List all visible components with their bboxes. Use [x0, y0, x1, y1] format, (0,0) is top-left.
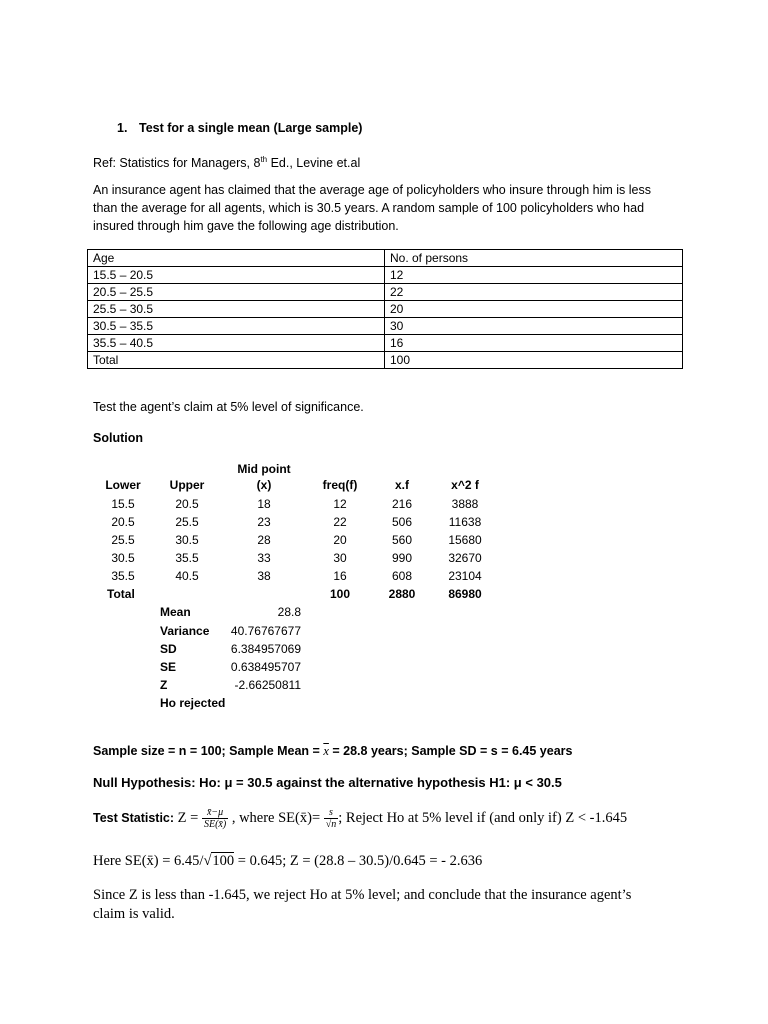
heading-number: 1. [117, 121, 128, 135]
heading-title: Test for a single mean (Large sample) [139, 121, 363, 135]
z-fraction-denominator: SE(x̄) [203, 819, 227, 831]
upper-cell: 30.5 [175, 533, 199, 547]
age-cell: 15.5 – 20.5 [88, 267, 385, 284]
table-row [88, 335, 683, 352]
header-freq: freq(f) [322, 478, 358, 492]
x2f-cell: 15680 [448, 533, 482, 547]
total-x2f: 86980 [448, 587, 482, 601]
se-fraction [324, 807, 339, 830]
total-value-cell: 100 [385, 352, 683, 369]
lower-cell: 20.5 [111, 515, 135, 529]
stat-label: Z [160, 678, 168, 692]
test-statistic-label: Test Statistic: [93, 811, 175, 825]
reference-line [93, 152, 360, 171]
sqrt-radicand: 100 [212, 853, 235, 869]
reference-rest: Ed., Levine et.al [267, 156, 361, 171]
total-freq: 100 [329, 587, 351, 601]
hypothesis-line: Null Hypothesis: Ho: μ = 30.5 against the alternative hypothesis H1: μ < 30.5 [93, 775, 562, 790]
question-text: Test the agent’s claim at 5% level of significance. [93, 400, 364, 414]
persons-cell: 16 [385, 335, 683, 352]
xf-cell: 216 [391, 497, 413, 511]
header-upper: Upper [169, 478, 205, 492]
conclusion-line-1: Since Z is less than -1.645, we reject Ho at 5% level; and conclude that the insurance agent’s [93, 887, 632, 903]
lower-cell: 35.5 [111, 569, 135, 583]
test-statistic-line [93, 804, 627, 832]
total-xf: 2880 [388, 587, 416, 601]
x2f-cell: 3888 [451, 497, 479, 511]
table-total-row [88, 352, 683, 369]
sample-text-a: Sample size = n = 100; Sample Mean = [93, 744, 324, 758]
total-label: Total [107, 587, 135, 601]
xf-cell: 506 [391, 515, 413, 529]
z-fraction-numerator: x̄−μ [202, 807, 228, 819]
stat-label: Mean [160, 605, 191, 619]
z-fraction [202, 807, 228, 830]
lower-cell: 15.5 [111, 497, 135, 511]
persons-cell: 22 [385, 284, 683, 301]
z-equals: Z = [174, 810, 202, 826]
here-line [93, 851, 482, 871]
reference-text: Ref: Statistics for Managers, 8 [93, 156, 261, 171]
rejection-rule-text: ; Reject Ho at 5% level if (and only if) Z < -1.645 [338, 810, 628, 826]
stat-label: SE [160, 660, 177, 674]
midpoint-cell: 28 [257, 533, 271, 547]
se-fraction-denominator: √n [325, 819, 337, 831]
header-x2f: x^2 f [451, 478, 479, 492]
solution-label: Solution [93, 431, 143, 445]
upper-cell: 35.5 [175, 551, 199, 565]
problem-line-1: An insurance agent has claimed that the average age of policyholders who insure through him is less [93, 183, 651, 197]
header-lower: Lower [105, 478, 141, 492]
here-text-a: Here SE(x̄) = 6.45/√ [93, 853, 212, 869]
header-mid-point: Mid point [237, 462, 291, 476]
table-row [88, 301, 683, 318]
sample-line [93, 743, 572, 759]
x2f-cell: 23104 [448, 569, 482, 583]
lower-cell: 30.5 [111, 551, 135, 565]
table-header-row [88, 250, 683, 267]
stat-label: Variance [160, 624, 210, 638]
age-cell: 25.5 – 30.5 [88, 301, 385, 318]
header-x: (x) [256, 478, 272, 492]
problem-line-3: insured through him gave the following age distribution. [93, 219, 399, 233]
x2f-cell: 11638 [448, 515, 482, 529]
freq-cell: 20 [333, 533, 347, 547]
table-row [88, 284, 683, 301]
xbar-symbol: $\overline{x}$ [323, 744, 329, 758]
xf-cell: 560 [391, 533, 413, 547]
persons-cell: 30 [385, 318, 683, 335]
conclusion-label: Ho rejected [160, 696, 226, 710]
header-xf: x.f [394, 478, 410, 492]
age-distribution-table [87, 249, 683, 369]
sample-text-b: = 28.8 years; Sample SD = s = 6.45 years [328, 744, 573, 758]
header-age: Age [88, 250, 385, 267]
midpoint-cell: 23 [257, 515, 271, 529]
header-persons: No. of persons [385, 250, 683, 267]
xf-cell: 608 [391, 569, 413, 583]
upper-cell: 40.5 [175, 569, 199, 583]
conclusion-line-2: claim is valid. [93, 906, 175, 922]
midpoint-cell: 38 [257, 569, 271, 583]
table-row [88, 318, 683, 335]
se-fraction-numerator: s [324, 807, 339, 819]
age-cell: 30.5 – 35.5 [88, 318, 385, 335]
upper-cell: 25.5 [175, 515, 199, 529]
stat-value: 28.8 [277, 605, 301, 619]
persons-cell: 20 [385, 301, 683, 318]
problem-line-2: than the average for all agents, which is 30.5 years. A random sample of 100 policyholders who had [93, 201, 645, 215]
stat-value: 6.384957069 [230, 642, 301, 656]
upper-cell: 20.5 [175, 497, 199, 511]
reference-sup: th [260, 155, 268, 164]
freq-cell: 12 [333, 497, 347, 511]
total-label-cell: Total [88, 352, 385, 369]
table-row [88, 267, 683, 284]
x2f-cell: 32670 [448, 551, 482, 565]
stat-label: SD [160, 642, 177, 656]
persons-cell: 12 [385, 267, 683, 284]
xf-cell: 990 [391, 551, 413, 565]
age-cell: 20.5 – 25.5 [88, 284, 385, 301]
freq-cell: 30 [333, 551, 347, 565]
here-text-b: = 0.645; Z = (28.8 – 30.5)/0.645 = - 2.636 [234, 853, 483, 869]
age-cell: 35.5 – 40.5 [88, 335, 385, 352]
stat-value: -2.66250811 [234, 678, 301, 692]
midpoint-cell: 18 [257, 497, 271, 511]
se-where-text: , where SE(x̄)= [228, 810, 324, 826]
lower-cell: 25.5 [111, 533, 135, 547]
freq-cell: 16 [333, 569, 347, 583]
midpoint-cell: 33 [257, 551, 271, 565]
freq-cell: 22 [333, 515, 347, 529]
stat-value: 40.76767677 [230, 624, 301, 638]
age-distribution-body [88, 250, 683, 369]
stat-value: 0.638495707 [230, 660, 301, 674]
